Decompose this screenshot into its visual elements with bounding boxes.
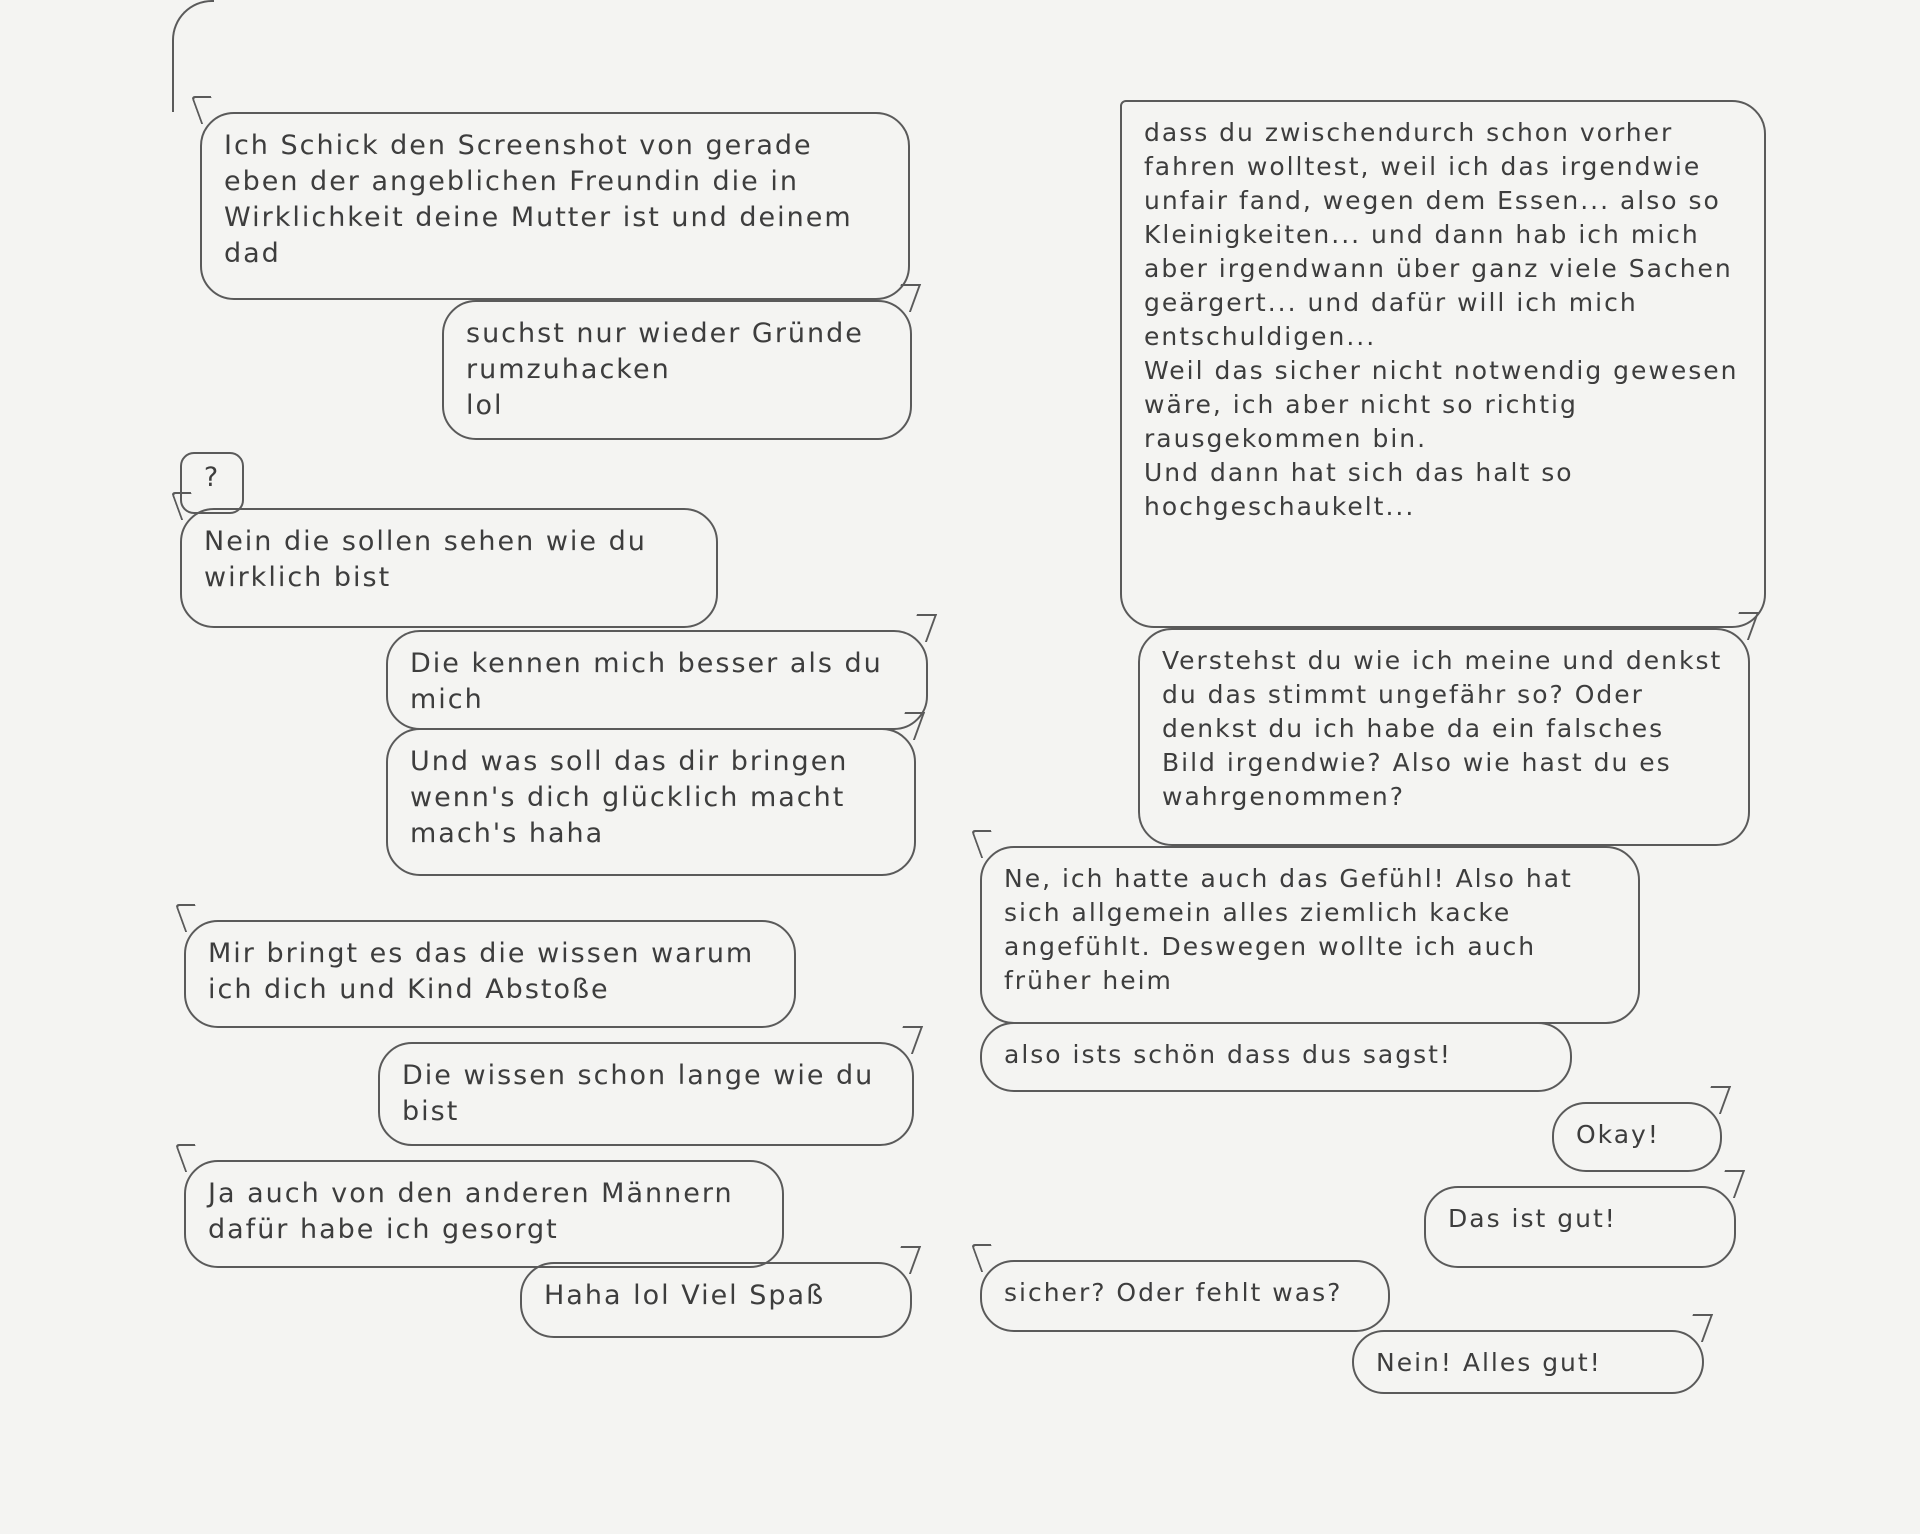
message-bubble-received: Ja auch von den anderen Männern dafür habe ich gesorgt xyxy=(184,1160,784,1268)
message-bubble-received: Mir bringt es das die wissen warum ich dich und Kind Abstoße xyxy=(184,920,796,1028)
message-bubble-sent: Okay! xyxy=(1552,1102,1722,1172)
message-bubble-sent: Und was soll das dir bringen wenn's dich glücklich macht mach's haha xyxy=(386,728,916,876)
message-bubble-sent: suchst nur wieder Gründe rumzuhacken lol xyxy=(442,300,912,440)
message-bubble-sent: Nein! Alles gut! xyxy=(1352,1330,1704,1394)
message-bubble-received: Ne, ich hatte auch das Gefühl! Also hat sich allgemein alles ziemlich kacke angefühlt. Deswegen wollte ich auch früher heim xyxy=(980,846,1640,1024)
message-bubble-received: sicher? Oder fehlt was? xyxy=(980,1260,1390,1332)
message-bubble-sent: Haha lol Viel Spaß xyxy=(520,1262,912,1338)
message-bubble-received: ? xyxy=(180,452,244,514)
message-bubble-sent: Die kennen mich besser als du mich xyxy=(386,630,928,730)
message-bubble-sent: Das ist gut! xyxy=(1424,1186,1736,1268)
message-bubble-received: Ich Schick den Screenshot von gerade eben der angeblichen Freundin die in Wirklichkeit deine Mutter ist und deinem dad xyxy=(200,112,910,300)
message-bubble-sent: Verstehst du wie ich meine und denkst du das stimmt ungefähr so? Oder denkst du ich habe da ein falsches Bild irgendwie? Also wie hast du es wahrgenommen? xyxy=(1138,628,1750,846)
message-bubble-sent: Die wissen schon lange wie du bist xyxy=(378,1042,914,1146)
message-bubble-sent: dass du zwischendurch schon vorher fahren wolltest, weil ich das irgendwie unfair fand, wegen dem Essen... also so Kleinigkeiten... und dann hab ich mich aber irgendwann über ganz viele Sachen geärgert... und dafür will ich mich entschuldigen... Weil das sicher nicht notwendig gewesen wäre, ich aber nicht so richtig rausgekommen bin. Und dann hat sich das halt so hochgeschaukelt... xyxy=(1120,100,1766,628)
message-bubble-received: also ists schön dass dus sagst! xyxy=(980,1022,1572,1092)
message-bubble-received: Nein die sollen sehen wie du wirklich bist xyxy=(180,508,718,628)
